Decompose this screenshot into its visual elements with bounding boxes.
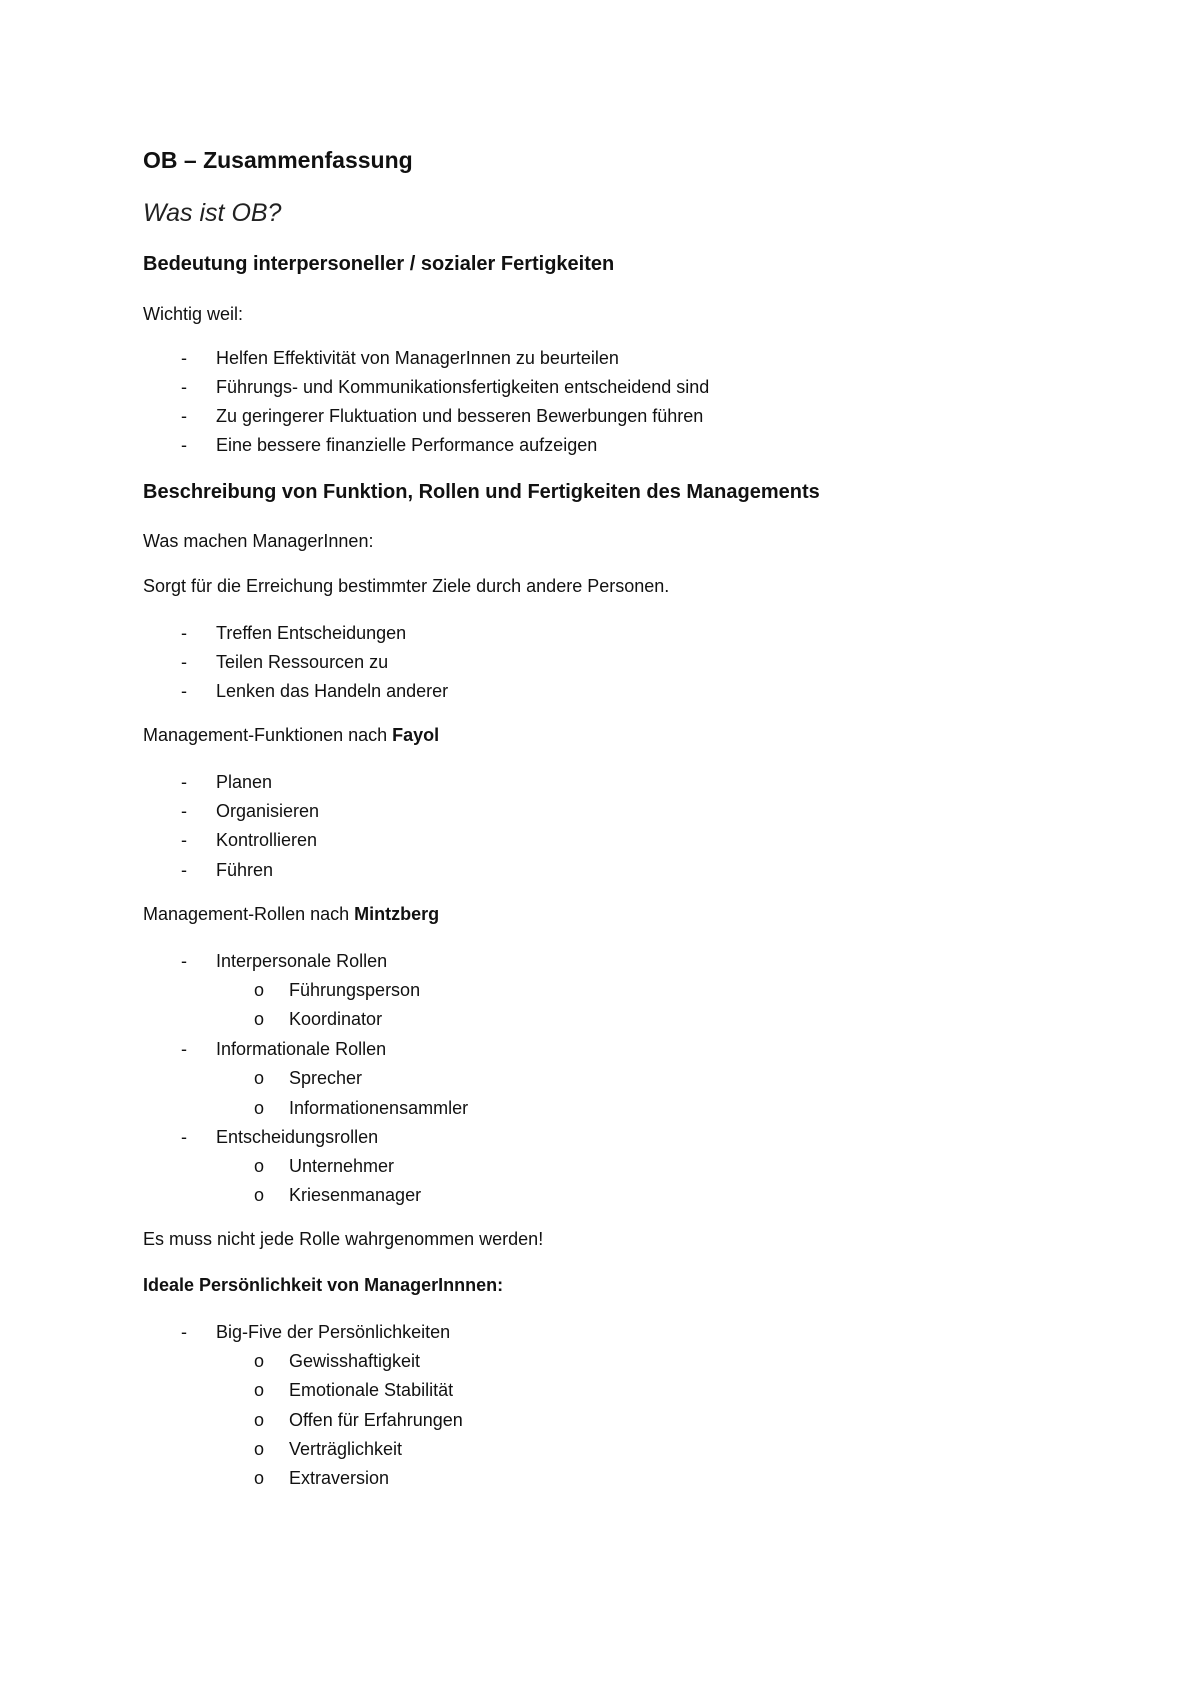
section2-statement: Sorgt für die Erreichung bestimmter Ziele durch andere Personen. xyxy=(143,576,670,596)
note-text: Es muss nicht jede Rolle wahrgenommen werden! xyxy=(143,1229,544,1249)
document-subtitle: Was ist OB? xyxy=(143,199,282,227)
ideal-personality-heading: Ideale Persönlichkeit von ManagerInnnen: xyxy=(143,1275,504,1295)
section1-heading: Bedeutung interpersoneller / sozialer Fertigkeiten xyxy=(143,253,615,275)
mintzberg-intro: Management-Rollen nach Mintzberg xyxy=(143,904,440,924)
document-title: OB – Zusammenfassung xyxy=(143,147,413,173)
fayol-intro: Management-Funktionen nach Fayol xyxy=(143,725,440,745)
section2-intro: Was machen ManagerInnen: xyxy=(143,531,374,551)
section2-heading: Beschreibung von Funktion, Rollen und Fertigkeiten des Managements xyxy=(143,481,820,503)
section1-intro: Wichtig weil: xyxy=(143,304,244,324)
document-page: OB – Zusammenfassung Was ist OB? Bedeutung interpersoneller / sozialer Fertigkeiten Wichtig weil: - Helfen Effektivität von ManagerInnen zu beurteilen - Führungs- und Kommunikationsfertigkeiten entscheidend sind - Zu geringerer Fluktuation und besseren Bewerbungen führen - Eine bessere finanzielle Performance aufzeigen Beschreibung von Funktion, Rollen und Fertigkeiten des Managements Was machen ManagerInnen: Sorgt für die Erreichung bestimmter Ziele durch andere Personen. - Treffen Entscheidungen - Teilen Ressourcen zu - Lenken das Handeln anderer Management-Funktionen nach Fayol - Planen - Organisieren - Kontrollieren - Führen Management-Rollen nach Mintzberg - Interpersonale Rollen o Führungsperson o Koordinator - Informationale Rollen o Sprecher o Informationensammler - Entscheidungsrollen o Unternehmer o Kriesenmanager Es muss nicht jede Rolle wahrgenommen werden! Ideale Persönlichkeit von ManagerInnnen: - Big-Five der Persönlichkeiten o Gewisshaftigkeit o Emotionale Stabilität o Offen für Erfahrungen o Verträglichkeit o Extraversion xyxy=(143,147,820,1488)
